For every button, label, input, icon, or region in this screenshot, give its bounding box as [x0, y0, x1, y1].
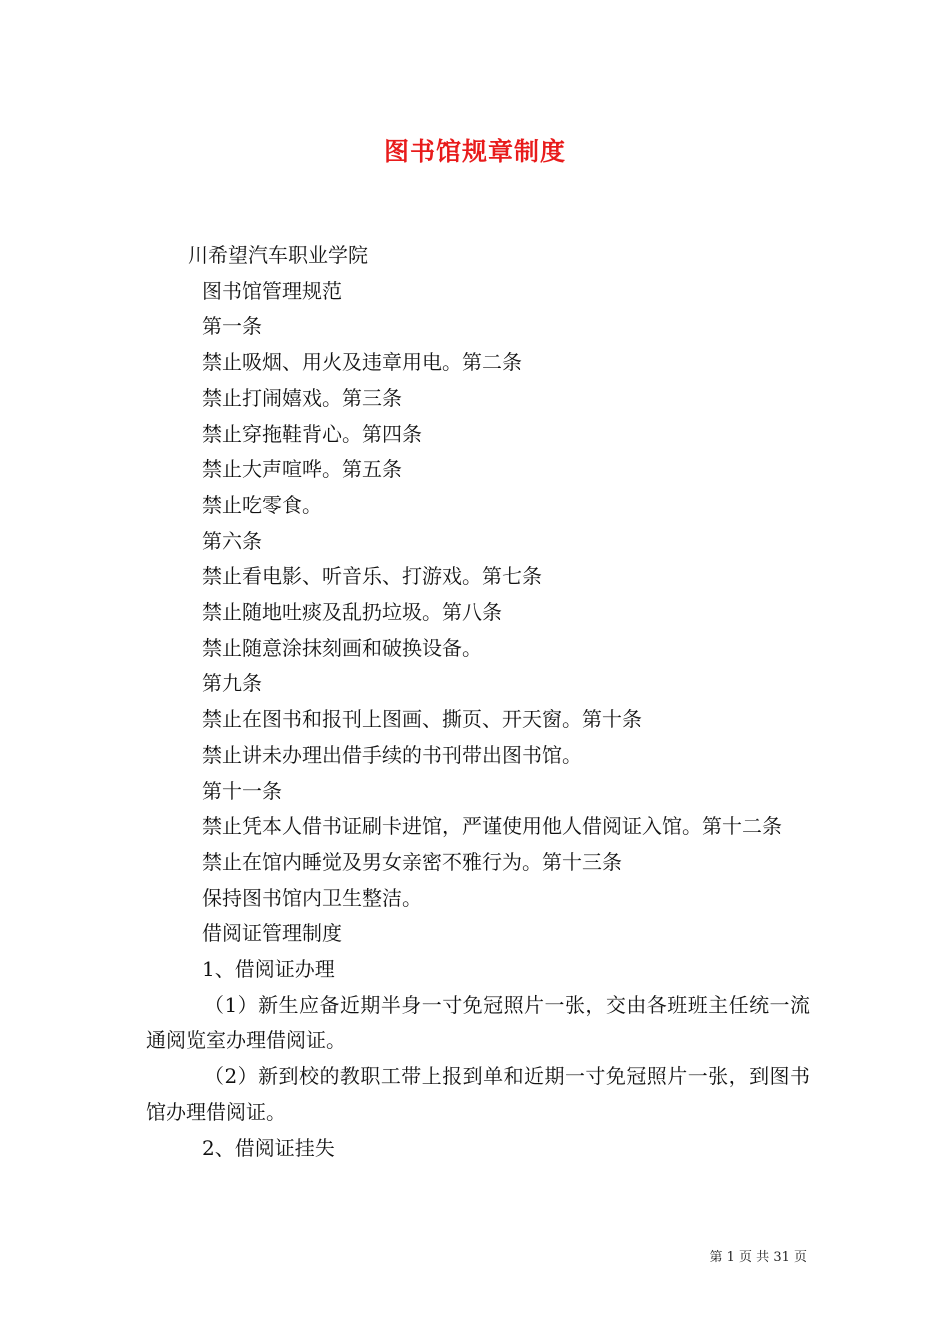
- line-article: 第九条: [202, 671, 262, 696]
- line-rule: 禁止吃零食。: [202, 492, 322, 517]
- line-section-heading: 图书馆管理规范: [202, 278, 342, 303]
- line-article: 第一条: [202, 314, 262, 339]
- line-rule: 禁止大声喧哗。第五条: [202, 457, 402, 482]
- line-section-heading: 借阅证管理制度: [202, 921, 342, 946]
- line-rule: 禁止随意涂抹刻画和破换设备。: [202, 635, 482, 660]
- line-rule: 禁止在图书和报刊上图画、撕页、开天窗。第十条: [202, 707, 642, 732]
- line-rule: 禁止讲未办理出借手续的书刊带出图书馆。: [202, 742, 582, 767]
- line-article: 第六条: [202, 528, 262, 553]
- document-title: 图书馆规章制度: [383, 137, 566, 166]
- line-rule: 保持图书馆内卫生整洁。: [202, 885, 422, 910]
- line-rule: 禁止吸烟、用火及违章用电。第二条: [202, 350, 522, 375]
- page-number: 第 1 页 共 31 页: [709, 1250, 807, 1265]
- line-rule: 禁止穿拖鞋背心。第四条: [202, 421, 422, 446]
- line-rule-wrapped: 禁止凭本人借书证刷卡进馆，严谨使用他人借阅证入馆。第十二条: [202, 814, 782, 839]
- document-body: [146, 238, 810, 1166]
- line-subheading: 2、借阅证挂失: [202, 1135, 335, 1160]
- line-article: 第十一条: [202, 778, 282, 803]
- line-paragraph: （1）新生应备近期半身一寸免冠照片一张，交由各班班主任统一流通阅览室办理借阅证。: [146, 992, 810, 1053]
- line-school-name: 川希望汽车职业学院: [188, 243, 368, 267]
- line-rule: 禁止随地吐痰及乱扔垃圾。第八条: [202, 600, 502, 625]
- line-subheading: 1、借阅证办理: [202, 957, 335, 982]
- line-rule: 禁止打闹嬉戏。第三条: [202, 385, 402, 410]
- line-rule: 禁止看电影、听音乐、打游戏。第七条: [202, 564, 542, 589]
- line-paragraph: （2）新到校的教职工带上报到单和近期一寸免冠照片一张，到图书馆办理借阅证。: [146, 1064, 810, 1124]
- line-rule: 禁止在馆内睡觉及男女亲密不雅行为。第十三条: [202, 849, 622, 874]
